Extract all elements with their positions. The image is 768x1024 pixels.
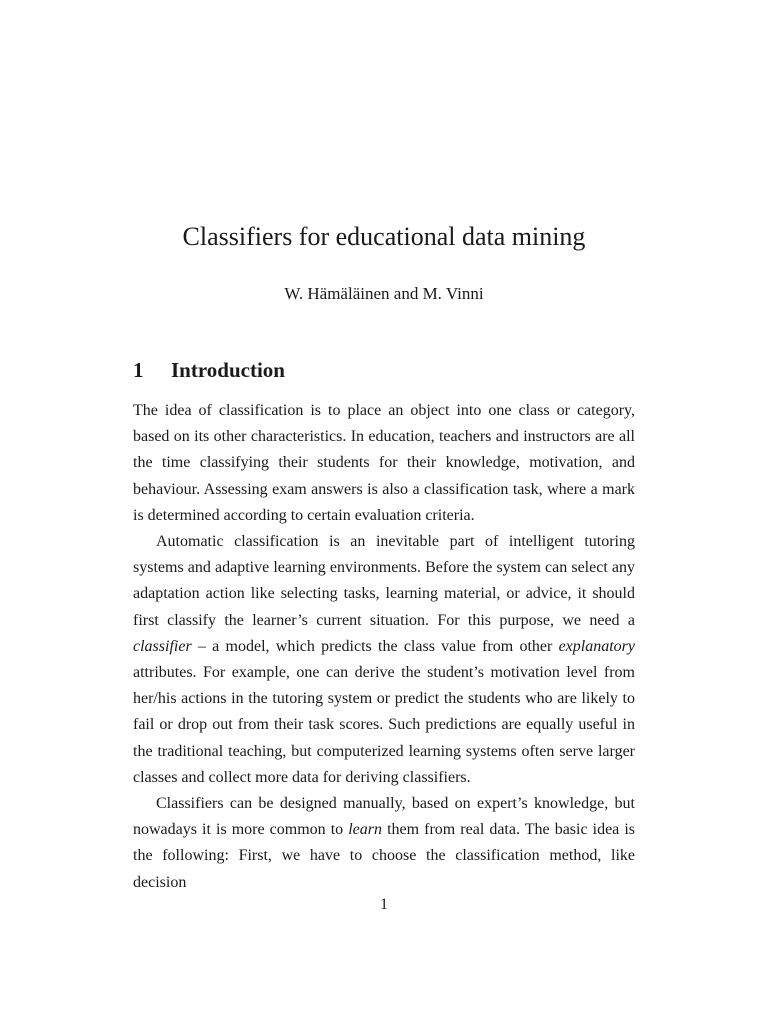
paragraph-2-part-2: – a model, which predicts the class value from other <box>191 637 559 655</box>
section-number: 1 <box>133 358 144 382</box>
paragraph-1: The idea of classification is to place an object into one class or category, based on its other characteristics. In education, teachers and instructors are all the time classifying their students for their knowledge, motivation, and behaviour. Assessing exam answers is also a classification task, where a mark is determined according to certain evaluation criteria. <box>133 402 635 524</box>
term-classifier: classifier <box>133 637 192 655</box>
paragraph-2 <box>133 529 635 791</box>
paragraph-3 <box>133 791 635 896</box>
paper-authors: W. Hämäläinen and M. Vinni <box>284 284 484 303</box>
paragraph-3-part-2: them from real data. The basic idea is the following: First, we have to choose the classification method, like decision <box>133 821 636 891</box>
term-learn: learn <box>348 821 383 839</box>
page-number: 1 <box>380 896 388 913</box>
term-explanatory: explanatory <box>558 637 635 655</box>
paragraph-2-part-3: attributes. For example, one can derive the student’s motivation level from her/his actions in the tutoring system or predict the students who are likely to fail or drop out from their task scores. Such predictions are equally useful in the traditional teaching, but computerized learning systems often serve larger classes and collect more data for deriving classifiers. <box>133 664 635 786</box>
section-heading <box>133 356 285 384</box>
section-title: Introduction <box>171 358 285 382</box>
paragraph-3-part-1: Classifiers can be designed manually, based on expert’s knowledge, but nowadays it is more common to <box>133 795 635 839</box>
paper-title: Classifiers for educational data mining <box>182 222 586 251</box>
body-text <box>133 398 635 896</box>
paragraph-2-part-1: Automatic classification is an inevitable part of intelligent tutoring systems and adaptive learning environments. Before the system can select any adaptation action like selecting tasks, learning material, or advice, it should first classify the learner’s current situation. For this purpose, we need a <box>133 533 635 629</box>
